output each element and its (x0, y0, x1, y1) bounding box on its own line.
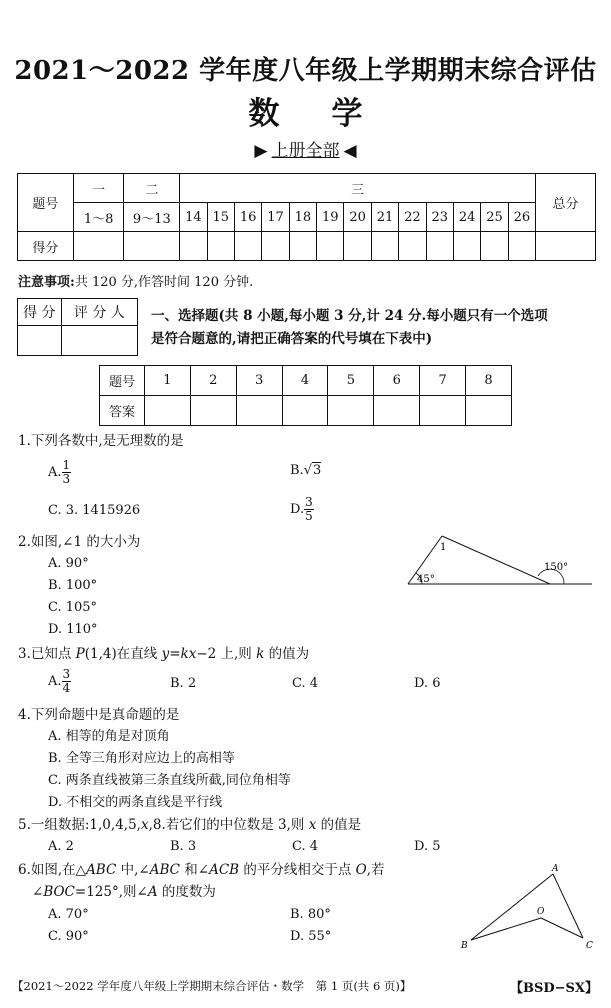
q5-option-d: D. 5 (414, 839, 441, 854)
text: 的平分线相交于点 (239, 862, 356, 878)
score-cell[interactable] (481, 232, 508, 261)
q1-option-a (48, 459, 71, 486)
text: 和∠ (179, 862, 210, 878)
var-abc: ABC (149, 862, 180, 878)
sub-cell: 19 (317, 203, 344, 232)
var-x: x (308, 817, 317, 833)
sub-cell: 21 (371, 203, 398, 232)
sub-cell: 22 (399, 203, 426, 232)
text: ,若 (366, 862, 385, 878)
answer-table (99, 365, 512, 426)
header-cell-sec1: 一 (73, 174, 124, 203)
answer-cell[interactable] (190, 396, 236, 426)
sub-cell: 26 (508, 203, 535, 232)
notice (18, 271, 253, 290)
q2-option-d: D. 110° (48, 622, 98, 637)
vertex-a-label: A (552, 864, 559, 874)
scope-text: 上册全部 (271, 141, 340, 161)
answer-cell[interactable] (328, 396, 374, 426)
score-cell[interactable] (262, 232, 289, 261)
score-cell[interactable] (180, 232, 207, 261)
grader-score-label: 得 分 (18, 299, 62, 326)
sub-cell: 25 (481, 203, 508, 232)
footer-code: 【BSD−SX】 (510, 981, 599, 996)
text: 的度数为 (157, 884, 216, 900)
var-p: P (75, 646, 85, 662)
answer-row-label: 答案 (100, 396, 145, 426)
header-cell-sec3: 三 (180, 174, 536, 203)
grader-reviewer-label: 评 分 人 (61, 299, 137, 326)
option-prefix: A. (48, 465, 62, 480)
answer-num: 7 (420, 366, 466, 396)
score-cell[interactable] (289, 232, 316, 261)
triangle-left-icon: ◀ (343, 141, 357, 161)
fraction (62, 668, 72, 695)
header-cell-label: 题号 (18, 174, 74, 232)
var-x: x (140, 817, 149, 833)
q5-option-b: B. 3 (170, 839, 197, 854)
var-acb: ACB (209, 862, 240, 878)
q2-option-c: C. 105° (48, 600, 98, 615)
q6-figure (455, 860, 600, 952)
answer-header-label: 题号 (100, 366, 145, 396)
q3-option-d: D. 6 (414, 676, 441, 691)
sub-cell: 9～13 (124, 203, 180, 232)
score-cell[interactable] (536, 232, 596, 261)
numerator: 3 (305, 495, 313, 509)
q6-option-b: B. 80° (290, 907, 331, 922)
text: 的值为 (264, 646, 310, 662)
option-prefix: A. (48, 674, 62, 689)
var-kx: kx (180, 646, 197, 662)
answer-cell[interactable] (466, 396, 512, 426)
q3-stem (18, 645, 309, 663)
figure-line (553, 874, 583, 938)
score-cell[interactable] (73, 232, 124, 261)
q4-stem: 4.下列命题中是真命题的是 (18, 707, 180, 723)
option-prefix: B. (290, 463, 304, 478)
figure-line (442, 536, 550, 584)
vertex-b-label: B (461, 941, 468, 951)
q1-option-d (290, 496, 314, 523)
text: 6.如图,在△ (18, 862, 87, 878)
score-cell[interactable] (399, 232, 426, 261)
sub-cell: 17 (262, 203, 289, 232)
answer-cell[interactable] (282, 396, 328, 426)
score-cell[interactable] (207, 232, 234, 261)
grader-box (17, 298, 138, 356)
text: =125°,则∠ (74, 884, 148, 900)
q5-option-c: C. 4 (292, 839, 319, 854)
q6-option-a: A. 70° (48, 907, 89, 922)
q1-option-b (290, 462, 321, 480)
score-cell[interactable] (344, 232, 371, 261)
sub-cell: 16 (234, 203, 261, 232)
q1-stem: 1.下列各数中,是无理数的是 (18, 433, 184, 449)
radicand: 3 (312, 463, 322, 478)
sub-cell: 14 (180, 203, 207, 232)
vertex-c-label: C (586, 941, 593, 951)
answer-num: 2 (190, 366, 236, 396)
q3-option-a (48, 668, 71, 695)
notice-text: 共 120 分,作答时间 120 分钟. (74, 275, 254, 290)
var-y: y (161, 646, 170, 662)
section1-line1: 一、选择题(共 8 小题,每小题 3 分,计 24 分.每小题只有一个选项 (151, 308, 548, 324)
numerator: 3 (62, 667, 71, 681)
text: = (169, 646, 181, 662)
q4-option-c: C. 两条直线被第三条直线所截,同位角相等 (48, 773, 291, 788)
text: 中,∠ (116, 862, 150, 878)
sub-cell: 18 (289, 203, 316, 232)
point-o-label: O (537, 907, 545, 917)
answer-cell[interactable] (374, 396, 420, 426)
figure-line (541, 918, 583, 938)
q5-stem (18, 816, 361, 834)
angle-45-label: 45° (417, 574, 435, 585)
section1-instructions (151, 305, 548, 351)
text: ∠ (32, 884, 44, 900)
denominator: 5 (305, 509, 313, 523)
text: 3.已知点 (18, 646, 76, 662)
answer-cell[interactable] (144, 396, 190, 426)
q4-option-a: A. 相等的角是对顶角 (48, 729, 170, 744)
q3-option-b: B. 2 (170, 676, 197, 691)
answer-num: 6 (374, 366, 420, 396)
grader-score-cell[interactable] (18, 326, 62, 356)
text: −2 上,则 (196, 646, 257, 662)
score-cell[interactable] (234, 232, 261, 261)
sub-cell: 23 (426, 203, 453, 232)
text: ,8.若它们的中位数是 3,则 (148, 817, 309, 833)
notice-label: 注意事项: (18, 275, 75, 290)
footer-page-info: 【2021～2022 学年度八年级上学期期末综合评估・数学 第 1 页(共 6 页)】 (12, 979, 412, 993)
q6-option-d: D. 55° (290, 929, 332, 944)
q6-stem-line1 (18, 861, 385, 879)
score-row-label: 得分 (18, 232, 74, 261)
text: (1,4)在直线 (84, 646, 162, 662)
denominator: 4 (62, 681, 71, 695)
text: 5.一组数据:1,0,4,5, (18, 817, 141, 833)
scope-label (0, 136, 611, 161)
var-o: O (355, 862, 367, 878)
angle-1-label: 1 (440, 542, 447, 553)
answer-num: 5 (328, 366, 374, 396)
q1-option-c: C. 3. 1415926 (48, 503, 141, 518)
fraction (304, 496, 314, 523)
q2-figure (400, 528, 600, 594)
angle-150-label: 150° (544, 562, 569, 573)
q3-option-c: C. 4 (292, 676, 319, 691)
grader-reviewer-cell[interactable] (61, 326, 137, 356)
var-boc: BOC (43, 884, 75, 900)
q4-option-b: B. 全等三角形对应边上的高相等 (48, 751, 235, 766)
answer-num: 1 (144, 366, 190, 396)
sub-cell: 20 (344, 203, 371, 232)
score-cell[interactable] (453, 232, 480, 261)
score-cell[interactable] (317, 232, 344, 261)
answer-num: 3 (236, 366, 282, 396)
figure-line (471, 918, 541, 940)
text: 的值是 (316, 817, 362, 833)
var-a: A (147, 884, 158, 900)
answer-cell[interactable] (420, 396, 466, 426)
option-prefix: D. (290, 502, 305, 517)
score-cell[interactable] (508, 232, 535, 261)
header-cell-sec2: 二 (124, 174, 180, 203)
answer-num: 8 (466, 366, 512, 396)
score-table (17, 173, 596, 261)
fraction (62, 459, 72, 486)
sub-cell: 15 (207, 203, 234, 232)
score-cell[interactable] (371, 232, 398, 261)
q4-option-d: D. 不相交的两条直线是平行线 (48, 795, 223, 810)
q2-option-a: A. 90° (48, 556, 89, 571)
q2-stem: 2.如图,∠1 的大小为 (18, 534, 141, 550)
sub-cell: 24 (453, 203, 480, 232)
q6-option-c: C. 90° (48, 929, 89, 944)
header-cell-total: 总分 (536, 174, 596, 232)
q6-stem-line2 (32, 883, 216, 901)
var-abc: ABC (86, 862, 117, 878)
denominator: 3 (62, 472, 71, 486)
answer-cell[interactable] (236, 396, 282, 426)
triangle-right-icon: ▶ (254, 141, 268, 161)
q5-option-a: A. 2 (48, 839, 74, 854)
answer-num: 4 (282, 366, 328, 396)
section1-line2: 是符合题意的,请把正确答案的代号填在下表中) (151, 331, 433, 347)
numerator: 1 (62, 458, 71, 472)
score-cell[interactable] (124, 232, 180, 261)
score-cell[interactable] (426, 232, 453, 261)
sqrt-icon: √ (303, 463, 312, 478)
exam-title: 2021～2022 学年度八年级上学期期末综合评估 (14, 56, 597, 86)
subject-title: 数学 (248, 96, 415, 132)
q2-option-b: B. 100° (48, 578, 98, 593)
sub-cell: 1～8 (73, 203, 124, 232)
var-k: k (256, 646, 265, 662)
